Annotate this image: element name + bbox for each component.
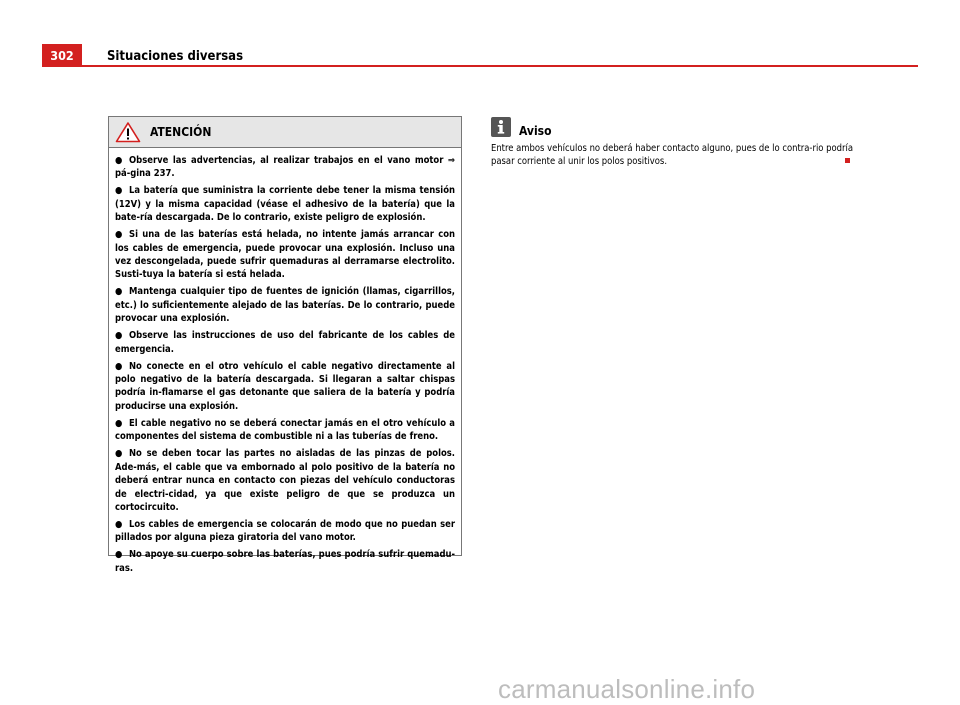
page-title: Situaciones diversas <box>107 49 244 64</box>
warning-item-text: No apoye su cuerpo sobre las baterías, pues podría sufrir quemadu-ras. <box>115 549 455 574</box>
bullet-icon: ● <box>115 155 123 166</box>
section-end-marker <box>845 158 850 163</box>
bullet-icon: ● <box>115 286 123 298</box>
warning-item-text: Observe las advertencias, al realizar trabajos en el vano motor ⇒ pá-gina 237. <box>115 155 455 180</box>
warning-item-text: El cable negativo no se deberá conectar jamás en el otro vehículo a componentes del sistema de combustible ni a las tuberías de freno. <box>115 417 455 443</box>
info-icon <box>491 117 511 137</box>
warning-item <box>115 360 455 414</box>
warning-item-text: No se deben tocar las partes no aisladas de las pinzas de polos. Ade-más, el cable que va embornado al polo positivo de la batería no deberá entrar nunca en contacto con piezas del vehículo conductoras de electri-cidad, ya que existe peligro de que se produzca un cortocircuito. <box>115 448 455 513</box>
warning-item <box>115 417 455 444</box>
warning-item <box>115 329 455 356</box>
warning-item-text: Los cables de emergencia se colocarán de modo que no puedan ser pillados por alguna pieza giratoria del vano motor. <box>115 518 455 544</box>
bullet-icon: ● <box>115 518 123 530</box>
warning-item-text: Si una de las baterías está helada, no intente jamás arrancar con los cables de emergencia, puede provocar una explosión. Incluso una vez descongelada, puede sufrir quemaduras al derramarse electrolito. Susti-tuya la batería si está helada. <box>115 229 455 281</box>
warning-item <box>115 228 455 282</box>
warning-triangle-icon <box>115 121 141 143</box>
warning-header <box>109 117 461 148</box>
bullet-icon: ● <box>115 229 123 241</box>
page-number: 302 <box>42 44 82 67</box>
note-block <box>491 116 853 169</box>
bullet-icon: ● <box>115 360 123 372</box>
warning-item-text: Observe las instrucciones de uso del fabricante de los cables de emergencia. <box>115 330 455 355</box>
bullet-icon: ● <box>115 330 123 342</box>
warning-list <box>109 148 461 575</box>
warning-title: ATENCIÓN <box>150 125 212 139</box>
note-header <box>491 116 853 138</box>
bullet-icon: ● <box>115 417 123 429</box>
warning-item-text: Mantenga cualquier tipo de fuentes de ignición (llamas, cigarrillos, etc.) lo suficientemente alejado de las baterías. De lo contrario, puede provocar una explosión. <box>115 286 455 325</box>
note-title: Aviso <box>519 124 552 138</box>
warning-item <box>115 184 455 224</box>
warning-item <box>115 285 455 325</box>
warning-item <box>115 548 455 575</box>
bullet-icon: ● <box>115 448 123 460</box>
header-rule <box>82 65 918 67</box>
note-text: Entre ambos vehículos no deberá haber contacto alguno, pues de lo contra-rio podría pasar corriente al unir los polos positivos. <box>491 143 853 168</box>
bullet-icon: ● <box>115 185 123 197</box>
warning-item <box>115 518 455 545</box>
warning-item-text: La batería que suministra la corriente debe tener la misma tensión (12V) y la misma capacidad (véase el adhesivo de la batería) que la bate-ría descargada. De lo contrario, existe peligro de explosión. <box>115 185 455 224</box>
watermark: carmanualsonline.info <box>498 674 756 704</box>
warning-item-text: No conecte en el otro vehículo el cable negativo directamente al polo negativo de la batería descargada. Si llegaran a saltar chispas podría in-flamarse el gas detonante que saliera de la batería y podría producirse una explosión. <box>115 360 455 412</box>
warning-item <box>115 447 455 514</box>
warning-item <box>115 154 455 181</box>
warning-box <box>108 116 462 574</box>
bullet-icon: ● <box>115 549 123 561</box>
